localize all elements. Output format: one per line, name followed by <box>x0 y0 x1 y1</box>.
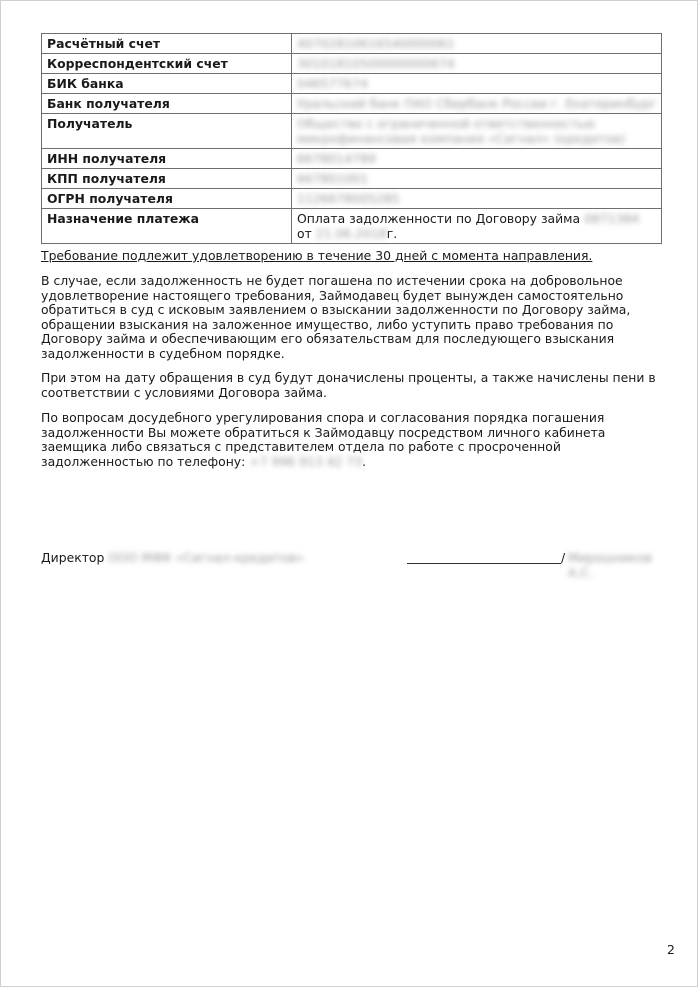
table-row <box>42 34 662 54</box>
blurred-value: 30101810500000000674 <box>297 56 455 71</box>
blurred-value: 6678014789 <box>297 151 376 166</box>
payment-text-a: Оплата задолженности по Договору займа <box>297 211 581 226</box>
row-value <box>292 54 662 74</box>
phone-end: . <box>362 453 367 469</box>
paragraph-interest: При этом на дату обращения в суд будут доначислены проценты, а также начислены пени в соответствии с условиями Договора займа. <box>41 370 656 400</box>
row-label: Получатель <box>42 114 292 149</box>
signature-line <box>407 563 561 564</box>
row-value <box>292 169 662 189</box>
blurred-value: Общество с ограниченной ответственностью микрофинансовая компания «Сигнал» (кредитов) <box>297 116 626 146</box>
blurred-value: 40702810616540000061 <box>297 36 455 51</box>
row-label: ИНН получателя <box>42 149 292 169</box>
contract-date: 21.06.2018 <box>315 226 387 241</box>
row-label: Банк получателя <box>42 94 292 114</box>
table-row <box>42 149 662 169</box>
requirement-text: Требование подлежит удовлетворению в течение 30 дней с момента направления. <box>41 248 593 263</box>
row-label: БИК банка <box>42 74 292 94</box>
row-value <box>292 149 662 169</box>
payment-text-c: г. <box>386 226 398 241</box>
paragraph-court: В случае, если задолженность не будет погашена по истечении срока на добровольное удовлетворение настоящего требования, Займодавец будет вынужден самостоятельно обратиться в суд с исковым заявлением о взыскании задолженности по Договору займа, обращении взыскания на заложенное имущество, либо уступить право требования по Договору займа и обеспечивающим его обязательствам для последующего взыскания задолженности в судебном порядке. <box>41 273 631 361</box>
blurred-value: 667801001 <box>297 171 368 186</box>
table-row <box>42 189 662 209</box>
blurred-value: Уральский банк ПАО Сбербанк России г. Екатеринбург <box>297 96 657 111</box>
table-row <box>42 54 662 74</box>
table-row <box>42 74 662 94</box>
signature-slash: / <box>561 550 566 565</box>
row-label: ОГРН получателя <box>42 189 292 209</box>
row-label: Корреспондентский счет <box>42 54 292 74</box>
row-value <box>292 74 662 94</box>
contract-number: 0871384 <box>584 211 640 226</box>
signer-name: Мирошников А.С. <box>568 550 653 580</box>
contacts-text: По вопросам досудебного урегулирования спора и согласования порядка погашения задолженности Вы можете обратиться к Займодавцу посредством личного кабинета заемщика либо связаться с представителем отдела по работе с просроченной задолженностью по телефону: <box>41 410 606 469</box>
phone-number: +7 996 913 42 73 <box>249 453 363 469</box>
page-number: 2 <box>667 942 675 957</box>
blurred-value: 1126678005285 <box>297 191 400 206</box>
payment-purpose-value <box>292 209 662 244</box>
table-row <box>42 169 662 189</box>
table-row <box>42 114 662 149</box>
row-value <box>292 34 662 54</box>
signature-left <box>41 551 341 566</box>
requisites-table <box>41 33 662 244</box>
table-row <box>42 209 662 244</box>
row-label: Расчётный счет <box>42 34 292 54</box>
row-value <box>292 114 662 149</box>
payment-text-b: от <box>297 226 312 241</box>
signer-org: ООО МФК «Сигнал-кредитов» <box>108 550 304 565</box>
row-value <box>292 189 662 209</box>
table-row <box>42 94 662 114</box>
row-value <box>292 94 662 114</box>
row-label: Назначение платежа <box>42 209 292 244</box>
blurred-value: 046577674 <box>297 76 368 91</box>
paragraph-contacts <box>41 411 661 469</box>
row-label: КПП получателя <box>42 169 292 189</box>
signer-title: Директор <box>41 550 105 565</box>
